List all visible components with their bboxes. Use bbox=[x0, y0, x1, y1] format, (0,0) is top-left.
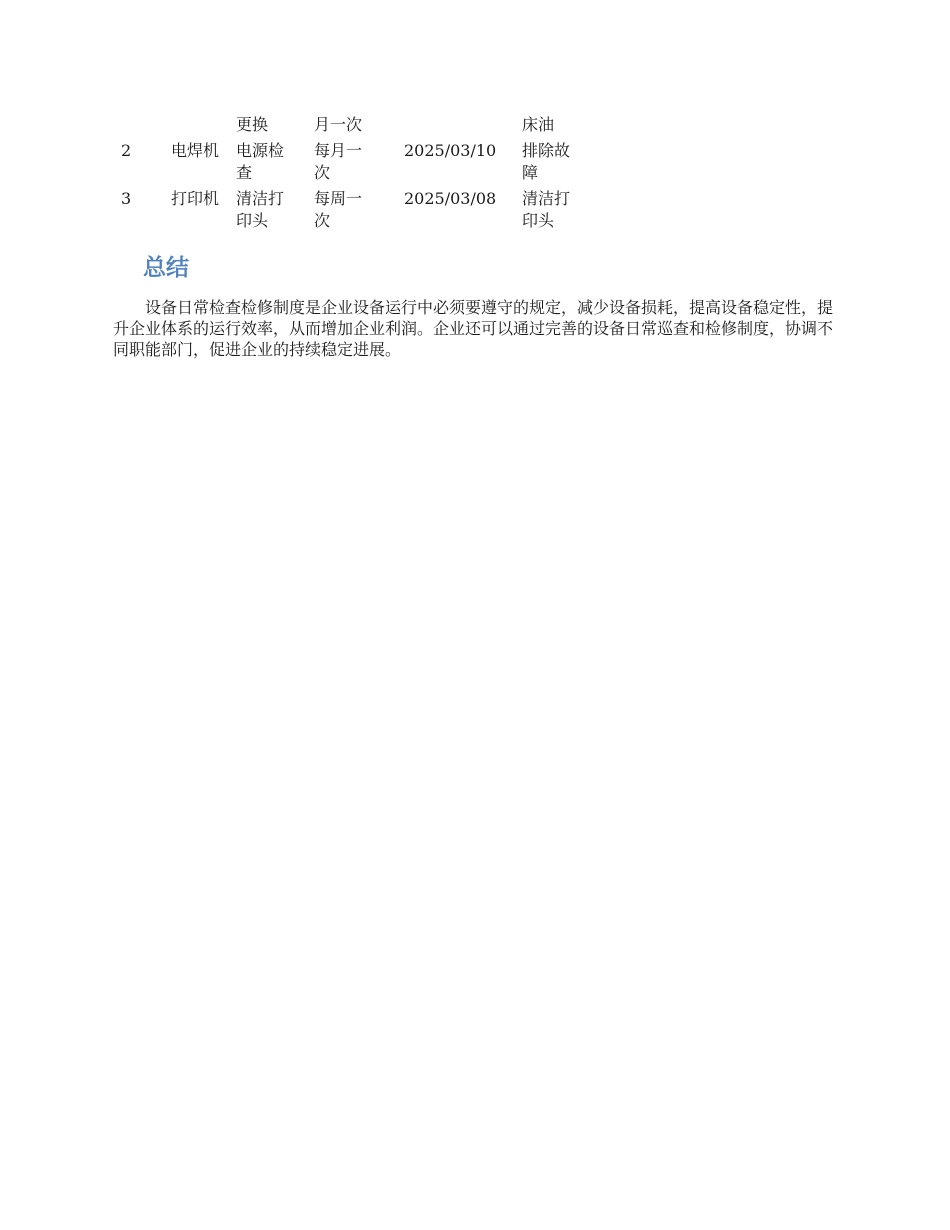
table-row bbox=[113, 140, 592, 188]
cell-equipment bbox=[171, 114, 236, 140]
cell-date bbox=[404, 114, 522, 140]
cell-action: 排除故障 bbox=[522, 141, 571, 182]
cell-date: 2025/03/10 bbox=[404, 141, 497, 160]
cell-frequency: 每周一次 bbox=[314, 189, 363, 230]
cell-number: 2 bbox=[121, 141, 132, 160]
cell-frequency: 月一次 bbox=[314, 115, 363, 134]
cell-equipment: 电焊机 bbox=[171, 141, 220, 160]
maintenance-table bbox=[113, 114, 592, 236]
cell-item: 清洁打印头 bbox=[236, 189, 285, 230]
table-row bbox=[113, 188, 592, 236]
cell-equipment: 打印机 bbox=[171, 189, 220, 208]
summary-paragraph: 设备日常检查检修制度是企业设备运行中必须要遵守的规定，减少设备损耗，提高设备稳定性，提升企业体系的运行效率，从而增加企业利润。企业还可以通过完善的设备日常巡查和检修制度，协调不同职能部门，促进企业的持续稳定进展。 bbox=[113, 298, 834, 359]
cell-item: 电源检查 bbox=[236, 141, 285, 182]
cell-frequency: 每月一次 bbox=[314, 141, 363, 182]
cell-date: 2025/03/08 bbox=[404, 189, 497, 208]
section-heading-summary: 总结 bbox=[143, 255, 189, 281]
cell-number bbox=[113, 114, 171, 140]
cell-action: 清洁打印头 bbox=[522, 189, 571, 230]
cell-action: 床油 bbox=[522, 115, 555, 134]
table-row bbox=[113, 114, 592, 140]
cell-number: 3 bbox=[121, 189, 132, 208]
cell-item: 更换 bbox=[236, 115, 269, 134]
